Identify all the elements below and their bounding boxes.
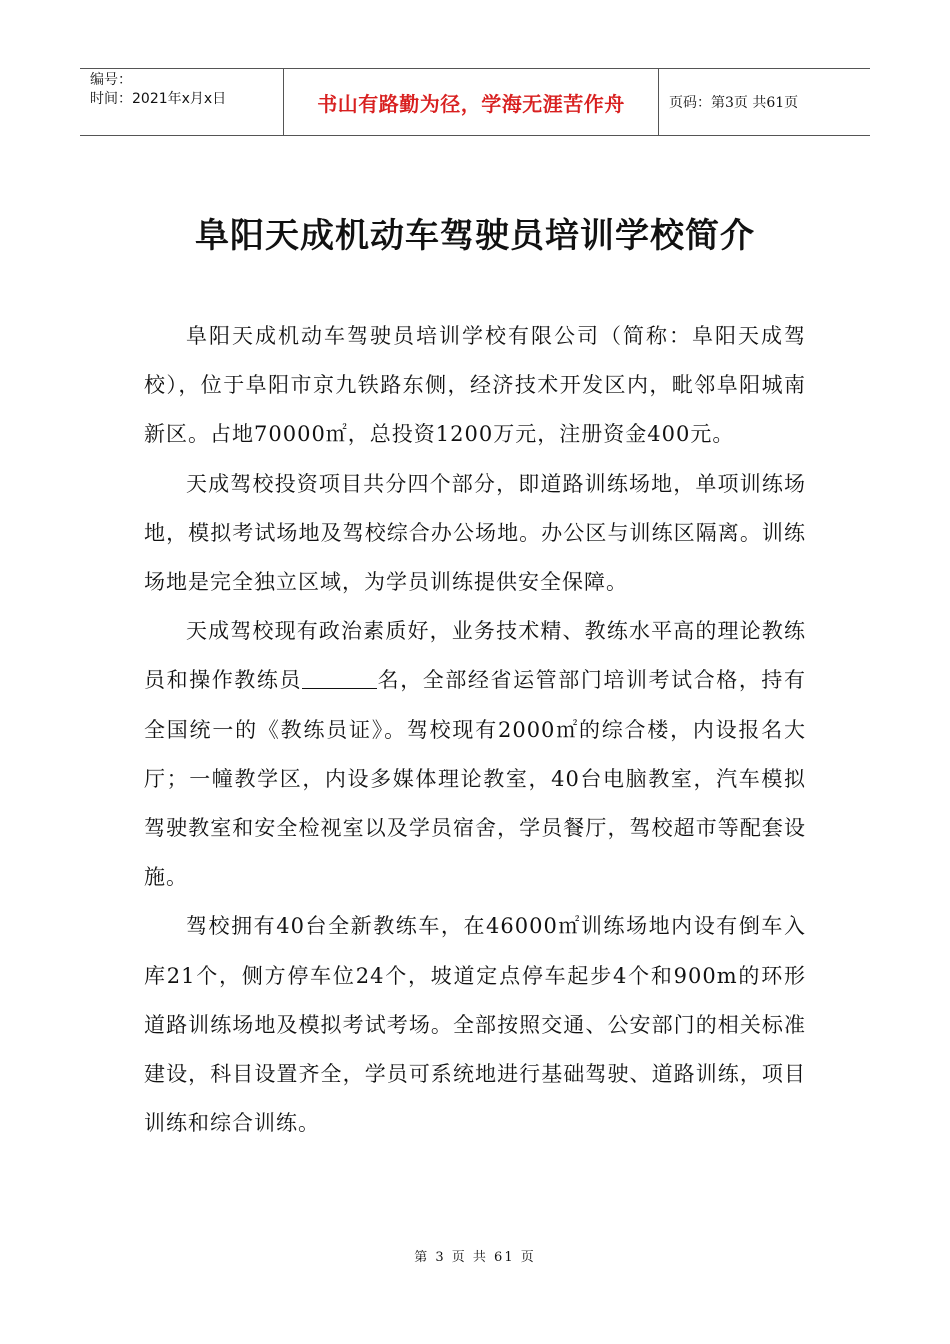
paragraph-intro: 阜阳天成机动车驾驶员培训学校有限公司（简称：阜阳天成驾校），位于阜阳市京九铁路东侧，经济技术开发区内，毗邻阜阳城南新区。占地70000㎡，总投资1200万元，注册资金400元。 bbox=[144, 324, 806, 447]
paragraph-staff bbox=[144, 607, 806, 902]
paragraph-staff-part2: 名，全部经省运管部门培训考试合格，持有全国统一的《教练员证》。驾校现有2000㎡的综合楼，内设报名大厅；一幢教学区，内设多媒体理论教室，40台电脑教室，汽车模拟驾驶教室和安全检视室以及学员宿舍，学员餐厅，驾校超市等配套设施。 bbox=[144, 668, 807, 890]
header-meta bbox=[80, 69, 283, 135]
document-header bbox=[80, 68, 870, 136]
paragraph-vehicles: 驾校拥有40台全新教练车，在46000㎡训练场地内设有倒车入库21个，侧方停车位24个，坡道定点停车起步4个和900m的环形道路训练场地及模拟考试考场。全部按照交通、公安部门的相关标准建设，科目设置齐全，学员可系统地进行基础驾驶、道路训练，项目训练和综合训练。 bbox=[144, 914, 806, 1136]
paragraph-staff-part1: 天成驾校现有政治素质好，业务技术精、教练水平高的理论教练员和操作教练员 bbox=[144, 619, 806, 693]
header-motto: 书山有路勤为径，学海无涯苦作舟 bbox=[283, 69, 659, 135]
document-time-label: 时间：2021年x月x日 bbox=[90, 91, 227, 107]
header-page-info: 页码：第3页 共61页 bbox=[669, 95, 799, 111]
page-footer: 第 3 页 共 61 页 bbox=[414, 1250, 536, 1265]
blank-underline bbox=[302, 667, 377, 689]
document-title: 阜阳天成机动车驾驶员培训学校简介 bbox=[195, 216, 755, 256]
paragraph-facilities: 天成驾校投资项目共分四个部分，即道路训练场地，单项训练场地，模拟考试场地及驾校综合办公场地。办公区与训练区隔离。训练场地是完全独立区域，为学员训练提供安全保障。 bbox=[144, 471, 806, 595]
document-body bbox=[144, 312, 806, 1148]
document-number-label: 编号： bbox=[90, 72, 132, 88]
